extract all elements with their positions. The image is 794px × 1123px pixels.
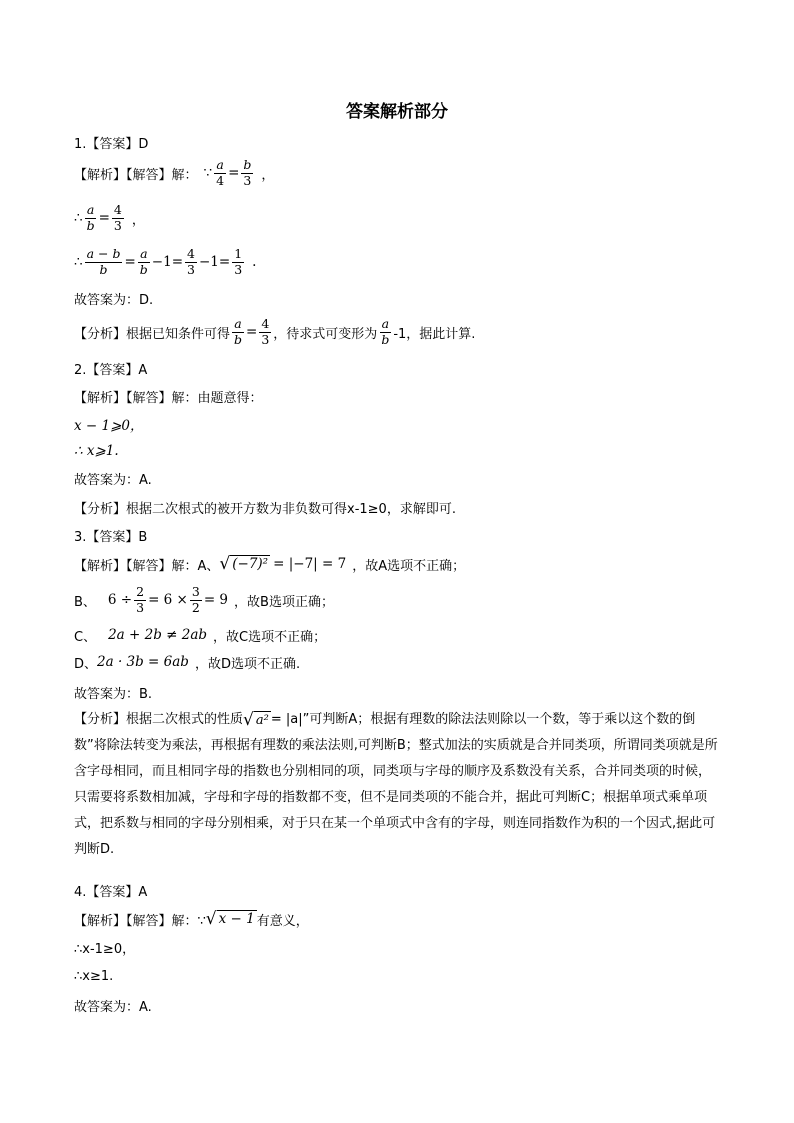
q4-solution-line3: ∴x≥1. [74, 968, 114, 984]
q4-sqrt: √ x − 1 [205, 909, 255, 929]
q2-conclusion: 故答案为：A. [74, 472, 152, 488]
q1-frac-a: a [216, 157, 224, 172]
q1-l2-rnum: 4 [113, 202, 122, 217]
q1-because: ∵ [203, 165, 213, 181]
q1-l2-num: a [86, 202, 95, 217]
q1-frac-4-3 [112, 204, 124, 232]
q1-l2-rden: 3 [113, 217, 122, 233]
q3-analysis-a: 【分析】根据二次根式的性质 [74, 712, 244, 727]
q1-frac-a-4 [214, 159, 226, 187]
q1-frac-4: 4 [216, 172, 225, 188]
q3-l2-f1num: 2 [136, 584, 145, 599]
q1-l3-f2num: 4 [187, 246, 195, 261]
q3-conclusion: 故答案为：B. [74, 686, 153, 702]
q1-l3-f3num: 1 [234, 246, 243, 261]
q3-sqrt: √ (−7)² [219, 554, 269, 574]
q1-l3-minus1-b: −1 [198, 254, 219, 270]
page-title: 答案解析部分 [346, 102, 448, 122]
q1-l2-eq: = [98, 210, 110, 226]
q1-analysis-frac3 [379, 318, 391, 346]
q1-l2-den: b [86, 217, 95, 233]
q4-conclusion: 故答案为：A. [74, 999, 152, 1015]
q1-an-num3: a [381, 316, 390, 331]
q1-l3-f3den: 3 [234, 261, 243, 277]
q1-solution-prefix: 【解析】【解答】解： [74, 167, 198, 183]
q1-an-den: b [234, 331, 243, 347]
q2-answer: 2.【答案】A [74, 362, 148, 378]
q1-eq: = [228, 165, 240, 181]
q1-l3-mnum: a [140, 246, 148, 261]
q3-l4-prefix: D、 [74, 656, 98, 672]
q3-answer: 3.【答案】B [74, 529, 148, 545]
q1-l3-eq3: = [218, 254, 231, 270]
q4-answer: 4.【答案】A [74, 884, 148, 900]
q1-analysis-end: -1，据此计算. [393, 326, 476, 342]
q1-l3-f2den: 3 [187, 261, 195, 277]
q3-analysis [74, 707, 722, 863]
q3-l2-tail: ，故B选项正确； [234, 594, 334, 610]
q4-solution-line2: ∴x-1≥0， [74, 941, 136, 957]
q1-l3-num: a − b [86, 246, 121, 261]
q3-sqrt-body: (−7)² [232, 556, 269, 572]
q3-l2-math-a: 6 ÷ [107, 592, 133, 608]
q1-l3-den: b [99, 261, 108, 277]
q3-l2-math-c: = 9 [203, 592, 229, 608]
q2-solution-line2: x − 1⩾0， [74, 418, 144, 434]
q1-therefore-1: ∴ [74, 210, 83, 226]
q3-solution-line4 [74, 652, 300, 672]
q1-an-num2: 4 [261, 316, 270, 331]
q3-l4-tail: ，故D选项不正确. [194, 656, 301, 672]
q3-l3-prefix: C、 [74, 629, 97, 645]
q3-analysis-b: = |a|”可判断A；根据有理数的除法法则除以一个数，等于乘以这个数的倒数”将除法转变为乘法，再根据有理数的乘法法则,可判断B；整式加法的实质就是合并同类项，所谓同类项就是所含字母相同，而且相同字母的指数也分别相同的项，同类项与字母的顺序及系数没有关系，合并同类项的时候，只需要将系数相加减，字母和字母的指数都不变，但不是同类项的不能合并，据此可判断C；根据单项式乘单项式，把系数与相同的字母分别相乘，对于只在某一个单项式中含有的字母，则连同指数作为积的一个因式,据此可判断D. [74, 712, 718, 857]
q3-l2-frac2 [190, 586, 202, 614]
q1-an-den3: b [381, 331, 390, 347]
q1-frac-b: b [243, 157, 252, 172]
q1-l3-frac-ab [138, 248, 150, 276]
q3-l1-tail: ，故A选项不正确； [352, 558, 466, 574]
q1-solution-line1 [74, 157, 275, 188]
q3-l2-math-b: = 6 × [148, 592, 188, 608]
q2-solution-line1: 【解析】【解答】解：由题意得： [74, 390, 263, 406]
q3-l2-f2num: 3 [191, 584, 200, 599]
q3-analysis-sqrt-body: a² [255, 712, 269, 728]
q1-therefore-2: ∴ [74, 254, 83, 270]
q1-frac-a-b [85, 204, 97, 232]
q1-analysis-mid: ，待求式可变形为 [273, 326, 378, 342]
q3-l1-prefix: 【解析】【解答】解：A、 [74, 558, 220, 574]
q1-solution-line2 [74, 202, 145, 233]
q3-l3-math: 2a + 2b ≠ 2ab [108, 627, 208, 643]
q1-an-num: a [234, 316, 242, 331]
q3-l1-rest: = |−7| = 7 [273, 556, 347, 572]
q1-frac-3: 3 [243, 172, 252, 188]
q2-analysis: 【分析】根据二次根式的被开方数为非负数可得x-1≥0，求解即可. [74, 501, 456, 517]
q3-l2-frac1 [134, 586, 146, 614]
q1-frac-amb-b [85, 248, 123, 276]
q3-l2-f1den: 3 [136, 599, 145, 615]
q1-l2-comma: ， [131, 212, 145, 228]
q1-analysis-frac-ab [232, 318, 244, 346]
q3-l3-tail: ，故C选项不正确； [213, 629, 327, 645]
q1-conclusion: 故答案为：D. [74, 292, 154, 308]
q1-solution-line3 [74, 246, 257, 277]
q3-analysis-sqrt: √ a² [243, 709, 269, 730]
q3-l4-math: 2a · 3b = 6ab [97, 654, 189, 670]
q1-comma: ， [261, 167, 275, 183]
q1-l3-period: . [252, 254, 257, 270]
q1-analysis-prefix: 【分析】根据已知条件可得 [74, 326, 231, 342]
q3-solution-line1 [74, 554, 465, 574]
q1-answer: 1.【答案】D [74, 136, 149, 152]
q2-solution-line3: ∴ x⩾1. [74, 443, 119, 459]
q1-l3-eq2: = [171, 254, 184, 270]
q1-analysis-frac-43 [259, 318, 271, 346]
q4-l1-tail: 有意义， [256, 913, 309, 929]
q1-l3-frac-13 [232, 248, 244, 276]
q1-l3-eq1: = [124, 254, 136, 270]
q3-solution-line2 [74, 584, 334, 615]
q3-l2-f2den: 2 [191, 599, 200, 615]
q1-an-den2: 3 [261, 331, 270, 347]
q4-solution-line1 [74, 909, 309, 929]
q1-frac-b-3 [241, 159, 253, 187]
q1-analysis [74, 316, 476, 347]
q1-analysis-eq: = [246, 324, 258, 340]
q4-l1-prefix: 【解析】【解答】解：∵ [74, 913, 206, 929]
q4-sqrt-body: x − 1 [218, 911, 255, 927]
q1-l3-mden: b [139, 261, 148, 277]
q1-l3-frac-43 [185, 248, 197, 276]
q3-solution-line3 [74, 625, 326, 645]
q1-l3-minus1-a: −1 [151, 254, 172, 270]
q3-l2-prefix: B、 [74, 594, 96, 610]
